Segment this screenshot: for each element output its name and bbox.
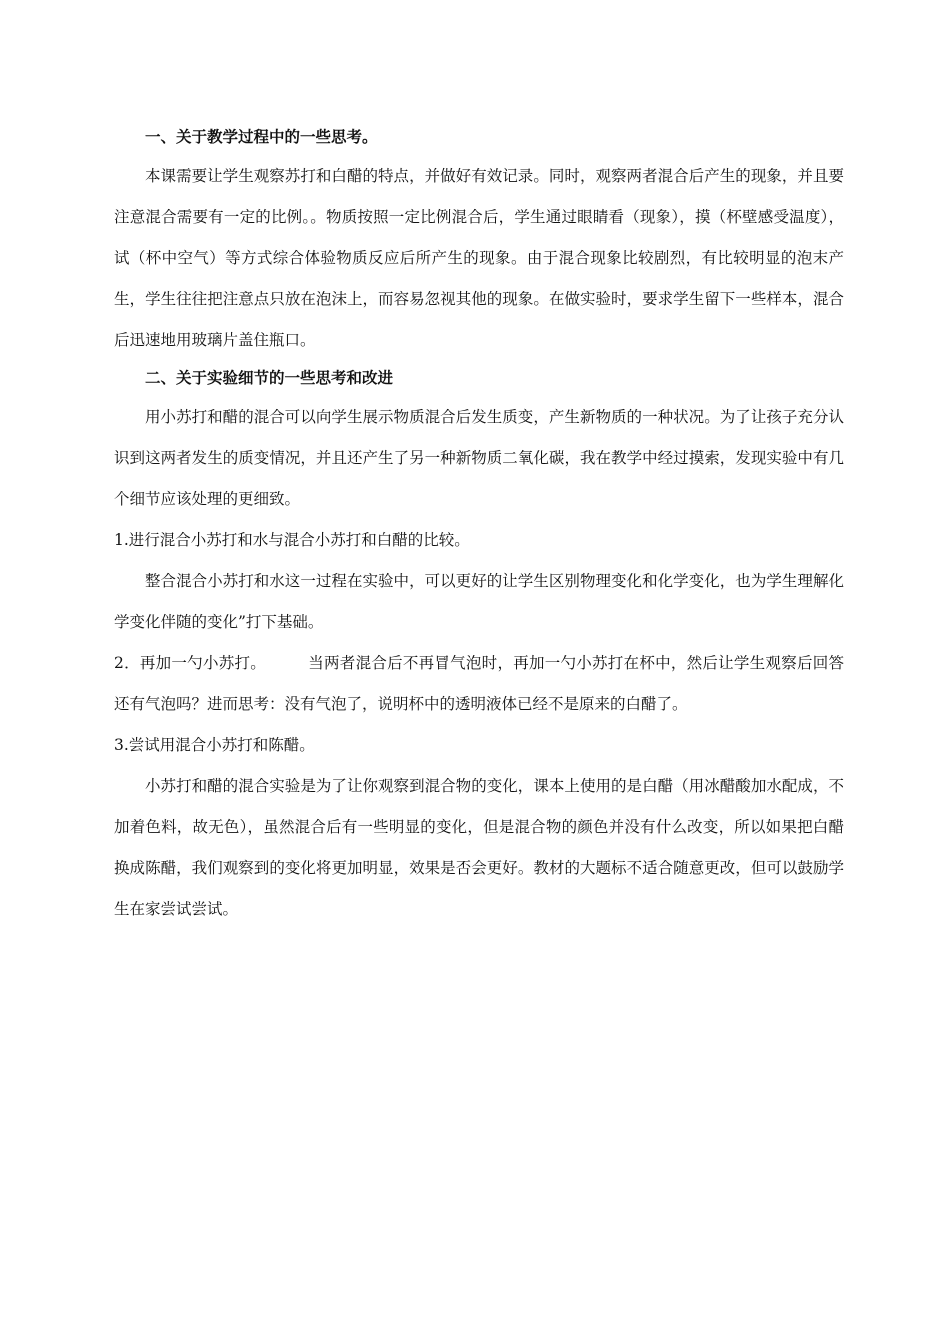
section-heading-2: 二、关于实验细节的一些思考和改进 [145,369,394,387]
item-2 [114,643,844,725]
item-1-text: 整合混合小苏打和水这一过程在实验中，可以更好的让学生区别物理变化和化学变化，也为学生理解化学变化伴随的变化”打下基础。 [114,572,844,631]
item-2-text: 当两者混合后不再冒气泡时，再加一勺小苏打在杯中，然后让学生观察后回答还有气泡吗？进而思考：没有气泡了，说明杯中的透明液体已经不是原来的白醋了。 [114,654,844,713]
item-1-title: 1.进行混合小苏打和水与混合小苏打和白醋的比较。 [114,531,470,549]
document-body [114,118,844,930]
item-3-text: 小苏打和醋的混合实验是为了让你观察到混合物的变化，课本上使用的是白醋（用冰醋酸加水配成，不加着色料，故无色），虽然混合后有一些明显的变化，但是混合物的颜色并没有什么改变，所以如果把白醋换成陈醋，我们观察到的变化将更加明显，效果是否会更好。教材的大题标不适合随意更改，但可以鼓励学生在家尝试尝试。 [114,777,844,918]
item-2-title: 2．再加一勺小苏打。 [114,654,267,672]
section-1-paragraph: 本课需要让学生观察苏打和白醋的特点，并做好有效记录。同时，观察两者混合后产生的现象，并且要注意混合需要有一定的比例。。物质按照一定比例混合后，学生通过眼睛看（现象），摸（杯壁感受温度），试（杯中空气）等方式综合体验物质反应后所产生的现象。由于混合现象比较剧烈，有比较明显的泡末产生，学生往往把注意点只放在泡沫上，而容易忽视其他的现象。在做实验时，要求学生留下一些样本，混合后迅速地用玻璃片盖住瓶口。 [114,167,844,349]
section-heading-1: 一、关于教学过程中的一些思考。 [145,128,378,146]
item-3-title: 3.尝试用混合小苏打和陈醋。 [114,736,315,754]
section-2-intro: 用小苏打和醋的混合可以向学生展示物质混合后发生质变，产生新物质的一种状况。为了让孩子充分认识到这两者发生的质变情况，并且还产生了另一种新物质二氧化碳，我在教学中经过摸索，发现实验中有几个细节应该处理的更细致。 [114,408,844,508]
